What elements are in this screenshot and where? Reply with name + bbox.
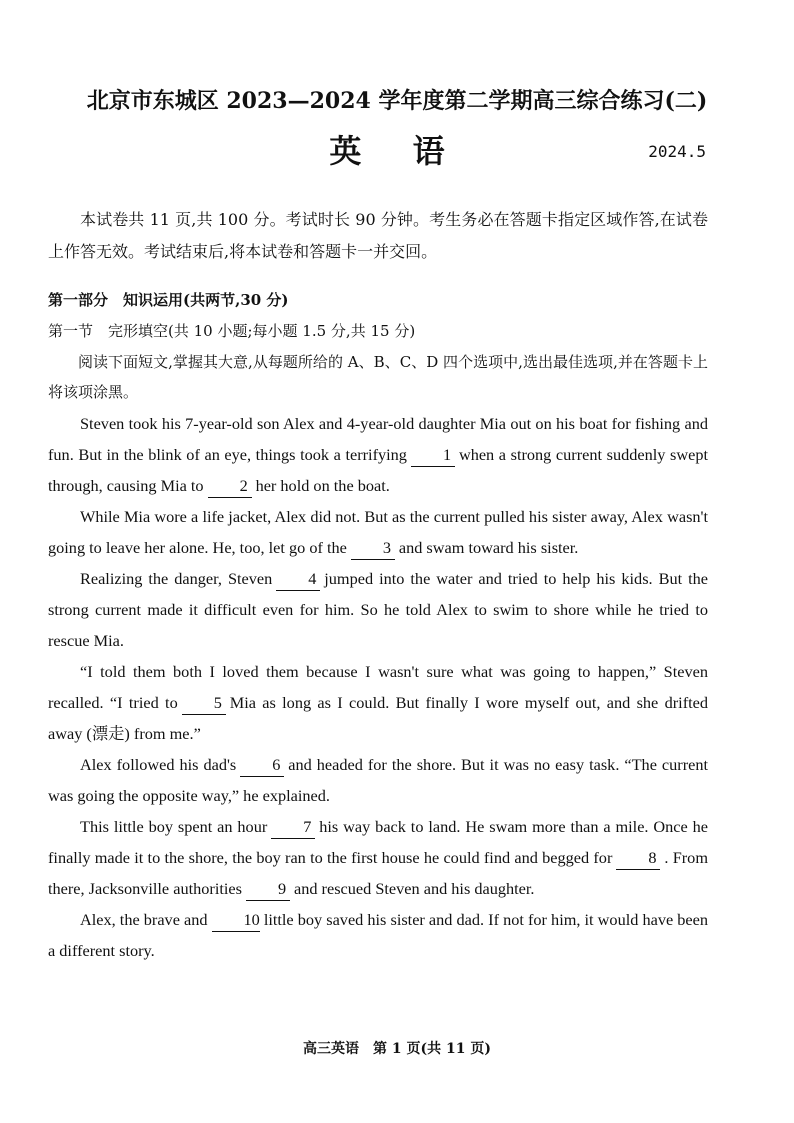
blank-3: 3 (351, 537, 395, 560)
text: While Mia wore a life jacket, Alex did not. But as the current pulled his sister away, Alex wasn't going to leave her alone. He, too, let go of the (48, 507, 708, 557)
exam-instructions: 本试卷共 11 页,共 100 分。考试时长 90 分钟。考生务必在答题卡指定区域作答,在试卷上作答无效。考试结束后,将本试卷和答题卡一并交回。 (48, 210, 708, 261)
subject-title: 英 语 (329, 132, 465, 170)
text: Realizing the danger, Steven (80, 569, 273, 588)
part-1-heading: 第一部分 知识运用(共两节,30 分) (48, 291, 289, 309)
text: little boy saved his sister and dad. If not for him, it would have been a different story. (48, 910, 709, 960)
text: and rescued Steven and his daughter. (293, 879, 535, 898)
exam-title: 北京市东城区 2023—2024 学年度第二学期高三综合练习(二) (86, 88, 708, 114)
text: jumped into the water and tried to help his kids. But the strong current made it difficult even for him. So he told Alex to swim to shore while he tried to rescue Mia. (48, 569, 708, 650)
paragraph-3 (48, 563, 708, 656)
text: Mia as long as I could. But finally I wore myself out, and she drifted away (漂走) from me.” (48, 693, 709, 743)
section-directions: 阅读下面短文,掌握其大意,从每题所给的 A、B、C、D 四个选项中,选出最佳选项,并在答题卡上将该项涂黑。 (48, 353, 708, 401)
exam-date: 2024.5 (648, 142, 706, 161)
cloze-passage (48, 408, 708, 966)
paragraph-6 (48, 811, 708, 904)
blank-1: 1 (411, 444, 455, 467)
paragraph-1 (48, 408, 708, 501)
blank-9: 9 (246, 878, 290, 901)
paragraph-4 (48, 656, 708, 749)
text: and swam toward his sister. (398, 538, 579, 557)
text: Alex, the brave and (80, 910, 208, 929)
text: Alex followed his dad's (80, 755, 237, 774)
paragraph-5 (48, 749, 708, 811)
text: when a strong current suddenly swept through, causing Mia to (48, 445, 708, 495)
text: and headed for the shore. But it was no easy task. “The current was going the opposite way,” he explained. (48, 755, 709, 805)
text: his way back to land. He swam more than a mile. Once he finally made it to the shore, the boy ran to the first house he could find and begged for (48, 817, 709, 867)
blank-6: 6 (240, 754, 284, 777)
section-1-heading: 第一节 完形填空(共 10 小题;每小题 1.5 分,共 15 分) (48, 322, 416, 340)
paragraph-2 (48, 501, 708, 563)
paragraph-7 (48, 904, 708, 966)
blank-2: 2 (208, 475, 252, 498)
text: Steven took his 7-year-old son Alex and 4-year-old daughter Mia out on his boat for fishing and fun. But in the blink of an eye, things took a terrifying (48, 414, 708, 464)
blank-4: 4 (276, 568, 320, 591)
text: This little boy spent an hour (80, 817, 268, 836)
blank-7: 7 (271, 816, 315, 839)
blank-5: 5 (182, 692, 226, 715)
text: . From there, Jacksonville authorities (48, 848, 708, 898)
page-footer: 高三英语 第 1 页(共 11 页) (303, 1041, 491, 1057)
text: “I told them both I loved them because I wasn't sure what was going to happen,” Steven recalled. “I tried to (48, 662, 708, 712)
blank-8: 8 (616, 847, 660, 870)
blank-10: 10 (212, 909, 260, 932)
text: her hold on the boat. (255, 476, 390, 495)
